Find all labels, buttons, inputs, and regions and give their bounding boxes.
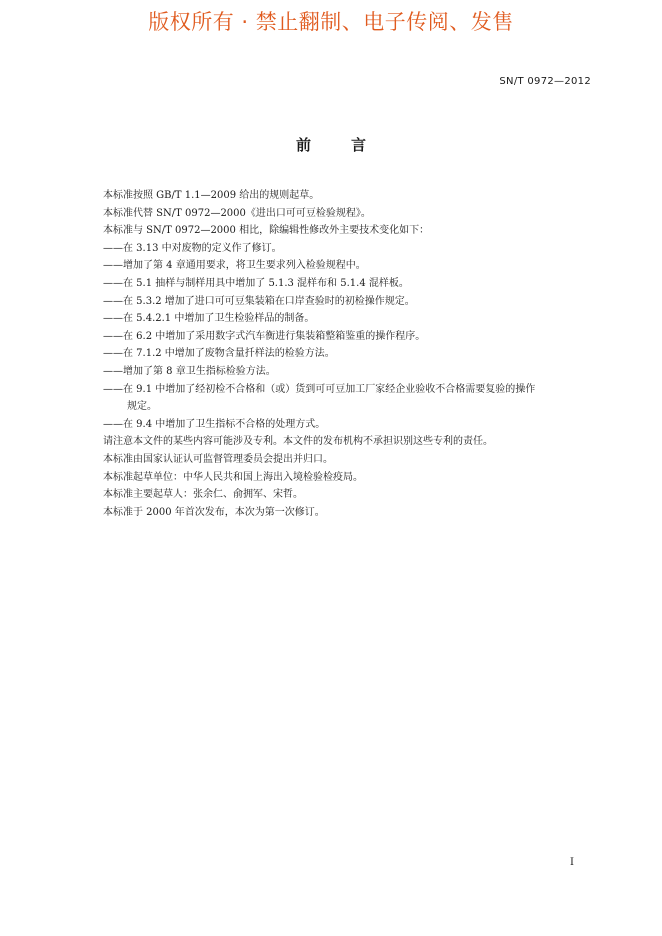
change-item: ——在 5.1 抽样与制样用具中增加了 5.1.3 混样布和 5.1.4 混样板。 [103,277,409,289]
paragraph: 本标准按照 GB/T 1.1—2009 给出的规则起草。 [103,190,320,201]
foreword-body [103,187,593,521]
change-item: ——在 6.2 中增加了采用数字式汽车衡进行集装箱整箱鉴重的操作程序。 [103,330,426,342]
change-item: ——在 5.3.2 增加了进口可可豆集装箱在口岸查验时的初检操作规定。 [103,295,415,307]
standard-number: SN/T 0972—2012 [499,76,591,87]
page-number: I [570,857,574,868]
paragraph: 本标准起草单位：中华人民共和国上海出入境检验检疫局。 [103,471,363,483]
change-item: ——在 9.4 中增加了卫生指标不合格的处理方式。 [103,418,326,430]
paragraph: 请注意本文件的某些内容可能涉及专利。本文件的发布机构不承担识别这些专利的责任。 [103,436,493,448]
paragraph: 本标准主要起草人：张余仁、俞拥军、宋哲。 [103,489,303,501]
change-item: ——增加了第 4 章通用要求，将卫生要求列入检验规程中。 [103,260,366,272]
change-item-continuation: 规定。 [127,401,157,413]
change-item: ——在 3.13 中对废物的定义作了修订。 [103,242,282,254]
copyright-banner: 版权所有 · 禁止翻制、电子传阅、发售 [148,10,514,34]
paragraph: 本标准于 2000 年首次发布，本次为第一次修订。 [103,506,325,518]
change-item: ——在 5.4.2.1 中增加了卫生检验样品的制备。 [103,313,315,325]
paragraph: 本标准代替 SN/T 0972—2000《进出口可可豆检验规程》。 [103,207,371,219]
foreword-title: 前言 [295,136,406,154]
change-item: ——增加了第 8 章卫生指标检验方法。 [103,365,276,377]
change-item: ——在 9.1 中增加了经初检不合格和（或）货到可可豆加工厂家经企业验收不合格需要复验的操作 [103,383,536,395]
paragraph: 本标准与 SN/T 0972—2000 相比，除编辑性修改外主要技术变化如下： [103,225,430,237]
paragraph: 本标准由国家认证认可监督管理委员会提出并归口。 [103,453,333,465]
change-item: ——在 7.1.2 中增加了废物含量扦样法的检验方法。 [103,348,335,360]
